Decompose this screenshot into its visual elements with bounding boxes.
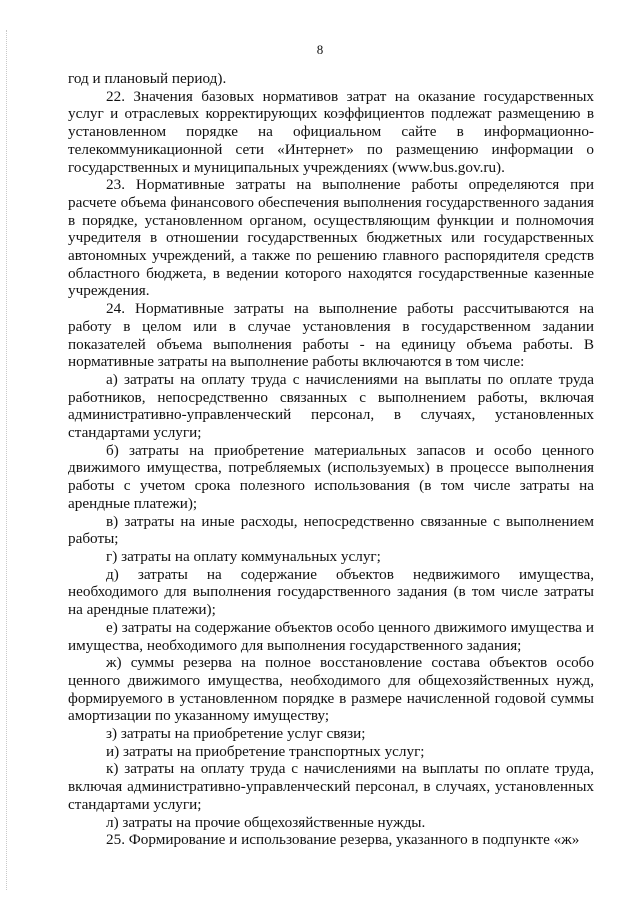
paragraph-22: 22. Значения базовых нормативов затрат на оказание государственных услуг и отраслевых корректирующих коэффициентов подлежат размещению в установленном порядке на официальном сайте в информационно-телекоммуникационной сети «Интернет» по размещению информации о государственных и муниципальных учреждениях (www.bus.gov.ru).	[68, 87, 594, 176]
list-item-zh: ж) суммы резерва на полное восстановление состава объектов особо ценного движимого имущества, необходимого для общехозяйственных нужд, формируемого в установленном порядке в размере начисленной годовой суммы амортизации по указанному имуществу;	[68, 654, 594, 725]
list-item-z: з) затраты на приобретение услуг связи;	[106, 725, 366, 743]
list-item-d: д) затраты на содержание объектов недвижимого имущества, необходимого для выполнения государственного задания (в том числе затраты на арендные платежи);	[68, 565, 594, 619]
list-item-k: к) затраты на оплату труда с начислениями на выплаты по оплате труда, включая административно-управленческий персонал, в случаях, установленных стандартами услуги;	[68, 760, 594, 813]
list-item-b: б) затраты на приобретение материальных запасов и особо ценного движимого имущества, потребляемых (используемых) в процессе выполнения работы с учетом срока полезного использования (в том числе затраты на арендные платежи);	[68, 441, 594, 512]
paragraph-25: 25. Формирование и использование резерва, указанного в подпункте «ж»	[106, 831, 580, 849]
page-number: 8	[316, 42, 324, 57]
scan-edge	[6, 30, 7, 890]
paragraph-24: 24. Нормативные затраты на выполнение работы рассчитываются на работу в целом или в случае установления в государственном задании показателей объема выполнения работы - на единицу объема работы. В нормативные затраты на выполнение работы включаются в том числе:	[68, 300, 594, 371]
list-item-i: и) затраты на приобретение транспортных услуг;	[106, 742, 425, 760]
list-item-v: в) затраты на иные расходы, непосредственно связанные с выполнением работы;	[68, 512, 594, 548]
paragraph-continuation: год и плановый период).	[68, 70, 227, 87]
list-item-a: а) затраты на оплату труда с начислениями на выплаты по оплате труда работников, непосредственно связанных с выполнением работы, включая административно-управленческий персонал, в случаях, установленных стандартами услуги;	[68, 370, 594, 442]
list-item-l: л) затраты на прочие общехозяйственные нужды.	[106, 813, 426, 831]
document-body	[68, 70, 594, 849]
list-item-e: е) затраты на содержание объектов особо ценного движимого имущества и имущества, необходимого для выполнения государственного задания;	[68, 618, 594, 654]
paragraph-23: 23. Нормативные затраты на выполнение работы определяются при расчете объема финансового обеспечения выполнения государственного задания в порядке, установленном органом, осуществляющим функции и полномочия учредителя в отношении государственных бюджетных или государственных автономных учреждений, а также по решению главного распорядителя средств областного бюджета, в ведении которого находятся государственные казенные учреждения.	[68, 176, 594, 300]
list-item-g: г) затраты на оплату коммунальных услуг;	[106, 547, 381, 565]
